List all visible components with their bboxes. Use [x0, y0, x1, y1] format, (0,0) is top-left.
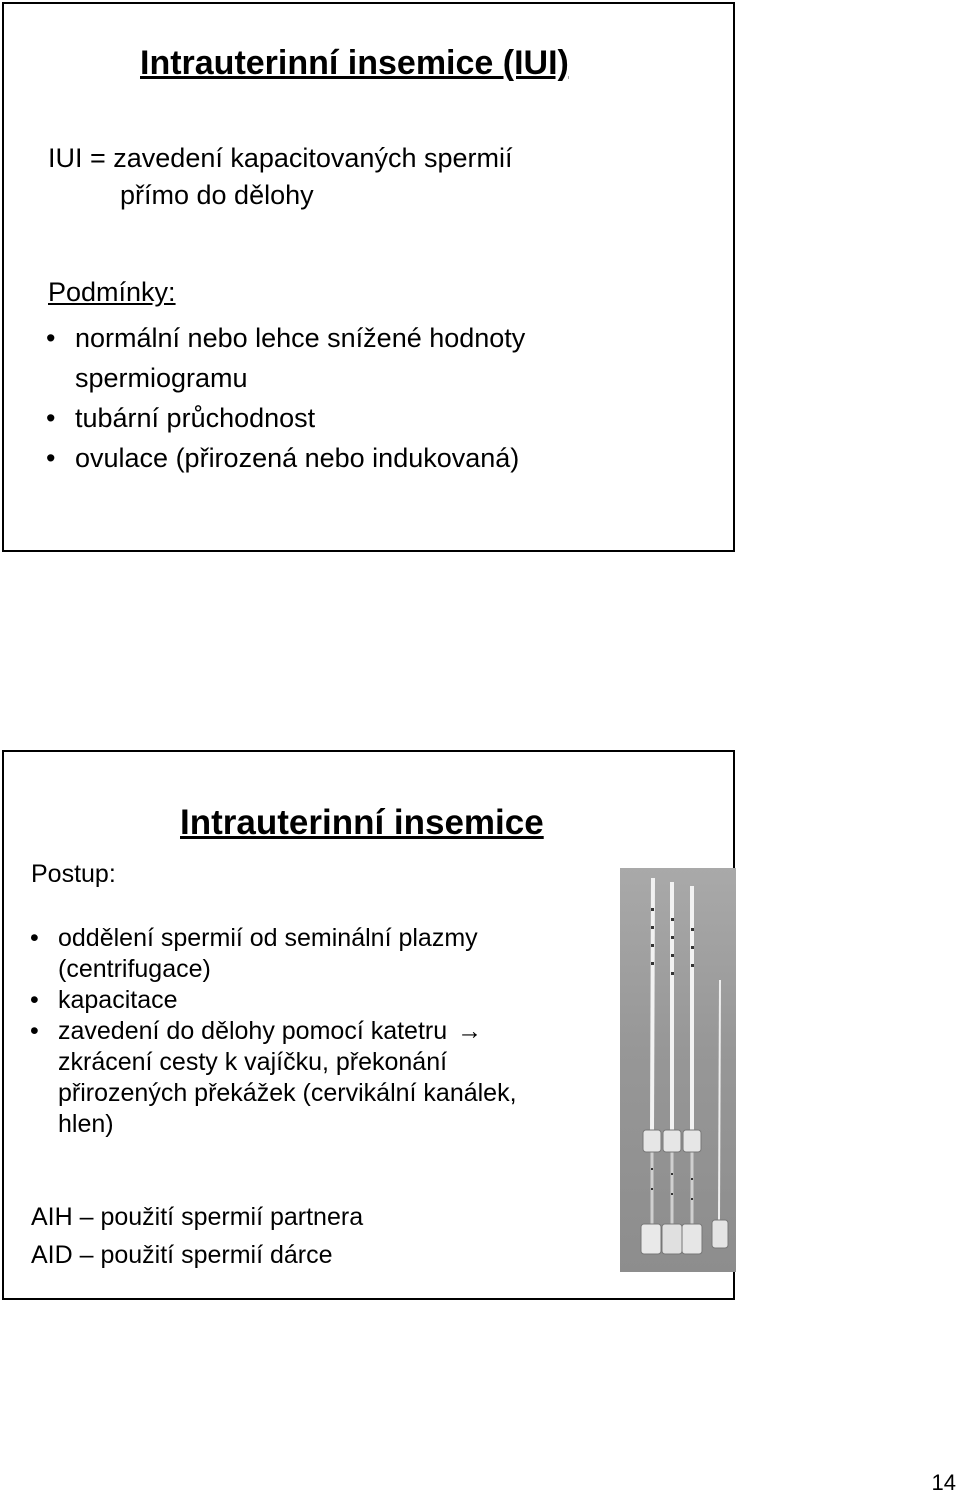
list-item: • zavedení do dělohy pomocí katetru → zkrácení cesty k vajíčku, překonání přirozených překážek (cervikální kanálek, hlen): [30, 1017, 517, 1138]
list-item: • kapacitace: [30, 986, 178, 1014]
definition-line-2: přímo do dělohy: [120, 180, 314, 210]
slide-title: Intrauterinní insemice (IUI): [140, 44, 569, 82]
definition-line-1: IUI = zavedení kapacitovaných spermií: [48, 143, 513, 173]
bullet-icon: •: [30, 924, 39, 952]
conditions-list: [46, 318, 525, 478]
bullet-icon: •: [46, 443, 56, 473]
page-number: 14: [931, 1470, 956, 1495]
slide-title: Intrauterinní insemice: [180, 803, 544, 842]
list-item: • oddělení spermií od seminální plazmy (centrifugace): [30, 924, 478, 983]
bullet-icon: •: [46, 323, 56, 353]
bullet-icon: •: [30, 1017, 39, 1045]
procedure-steps: [30, 923, 517, 1140]
procedure-heading: Postup:: [31, 860, 116, 888]
arrow-right-icon: →: [457, 1017, 483, 1045]
slide-iui-procedure: [2, 750, 735, 1300]
aih-line: AIH – použití spermií partnera: [31, 1203, 364, 1231]
donor-types: [31, 1198, 363, 1274]
catheters-illustration: [620, 868, 736, 1272]
slide-iui-definition: [2, 2, 735, 552]
list-item: • ovulace (přirozená nebo indukovaná): [46, 438, 525, 478]
catheters-photo: [620, 868, 736, 1272]
bullet-icon: •: [30, 986, 39, 1014]
bullet-icon: •: [46, 403, 56, 433]
conditions-heading: Podmínky:: [48, 277, 176, 307]
list-item: • tubární průchodnost: [46, 398, 525, 438]
list-item: • normální nebo lehce snížené hodnoty spermiogramu: [46, 318, 525, 398]
definition: [48, 140, 512, 214]
aid-line: AID – použití spermií dárce: [31, 1241, 333, 1269]
